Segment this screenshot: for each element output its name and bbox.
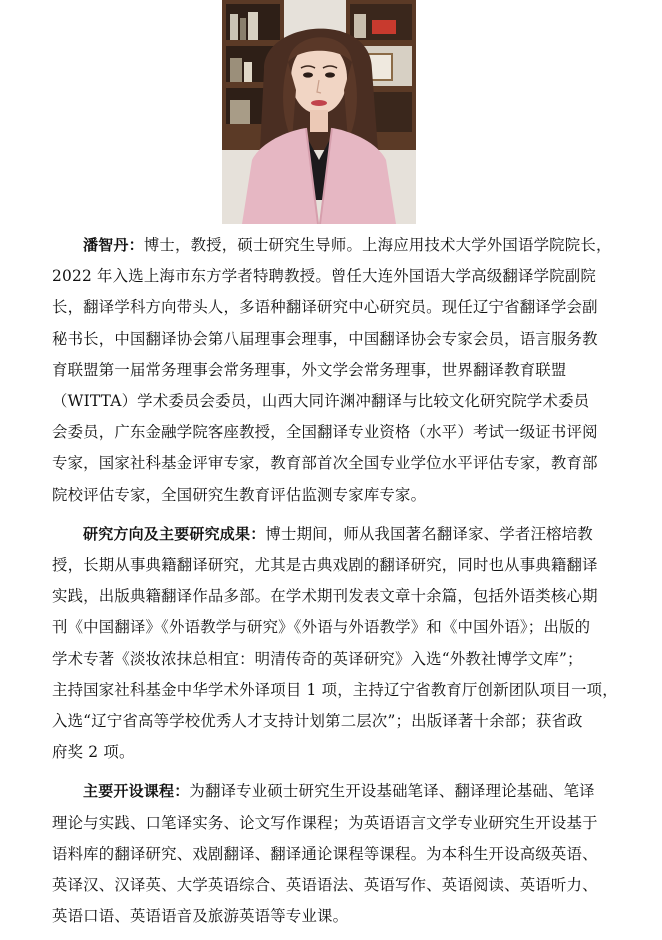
text-line: 语料库的翻译研究、戏剧翻译、翻译通论课程等课程。为本科生开设高级英语、 xyxy=(52,844,598,863)
bio-paragraph xyxy=(52,230,614,511)
text-line: 研究方向及主要研究成果：博士期间，师从我国著名翻译家、学者汪榕培教 xyxy=(83,524,593,543)
text-line: （WITTA）学术委员会委员，山西大同许渊冲翻译与比较文化研究院学术委员 xyxy=(52,392,590,411)
research-heading: 研究方向及主要研究成果： xyxy=(83,524,266,543)
text-line: 主要开设课程：为翻译专业硕士研究生开设基础笔译、翻译理论基础、笔译 xyxy=(83,782,595,801)
text-line: 主持国家社科基金中华学术外译项目 1 项，主持辽宁省教育厅创新团队项目一项， xyxy=(52,680,618,699)
text-line: 会委员，广东金融学院客座教授，全国翻译专业资格（水平）考试一级证书评阅 xyxy=(52,423,598,442)
courses-paragraph xyxy=(52,776,614,932)
text-line: 英译汉、汉译英、大学英语综合、英语语法、英语写作、英语阅读、英语听力、 xyxy=(52,876,598,895)
text-line: 专家，国家社科基金评审专家，教育部首次全国专业学位水平评估专家，教育部 xyxy=(52,454,598,473)
text-line: 授，长期从事典籍翻译研究，尤其是古典戏剧的翻译研究，同时也从事典籍翻译 xyxy=(52,556,598,575)
text-line: 学术专著《淡妆浓抹总相宜：明清传奇的英译研究》入选“外教社博学文库”； xyxy=(52,649,583,668)
text-line: 实践，出版典籍翻译作品多部。在学术期刊发表文章十余篇，包括外语类核心期 xyxy=(52,587,598,606)
person-portrait-photo xyxy=(222,0,416,224)
text-line: 2022 年入选上海市东方学者特聘教授。曾任大连外国语大学高级翻译学院副院 xyxy=(52,267,596,286)
text-line: 英语口语、英语语音及旅游英语等专业课。 xyxy=(52,907,349,926)
document-body xyxy=(52,230,618,940)
text-line: 潘智丹：博士，教授，硕士研究生导师。上海应用技术大学外国语学院院长， xyxy=(83,236,612,254)
research-paragraph xyxy=(52,519,618,769)
text-line: 育联盟第一届常务理事会常务理事，外文学会常务理事，世界翻译教育联盟 xyxy=(52,360,567,379)
text-line: 府奖 2 项。 xyxy=(52,743,135,762)
text-line: 刊《中国翻译》《外语教学与研究》《外语与外语教学》和《中国外语》；出版的 xyxy=(52,618,591,637)
text-line: 入选“辽宁省高等学校优秀人才支持计划第二层次”；出版译著十余部；获省政 xyxy=(52,712,583,731)
text-line: 秘书长，中国翻译协会第八届理事会理事，中国翻译协会专家会员，语言服务教 xyxy=(52,329,598,348)
name-heading: 潘智丹： xyxy=(83,236,144,254)
text-line: 院校评估专家，全国研究生教育评估监测专家库专家。 xyxy=(52,485,427,504)
profile-photo xyxy=(222,0,416,224)
text-line: 理论与实践、口笔译实务、论文写作课程；为英语语言文学专业研究生开设基于 xyxy=(52,813,598,832)
courses-heading: 主要开设课程： xyxy=(83,782,190,801)
text-line: 长，翻译学科方向带头人，多语种翻译研究中心研究员。现任辽宁省翻译学会副 xyxy=(52,298,598,317)
